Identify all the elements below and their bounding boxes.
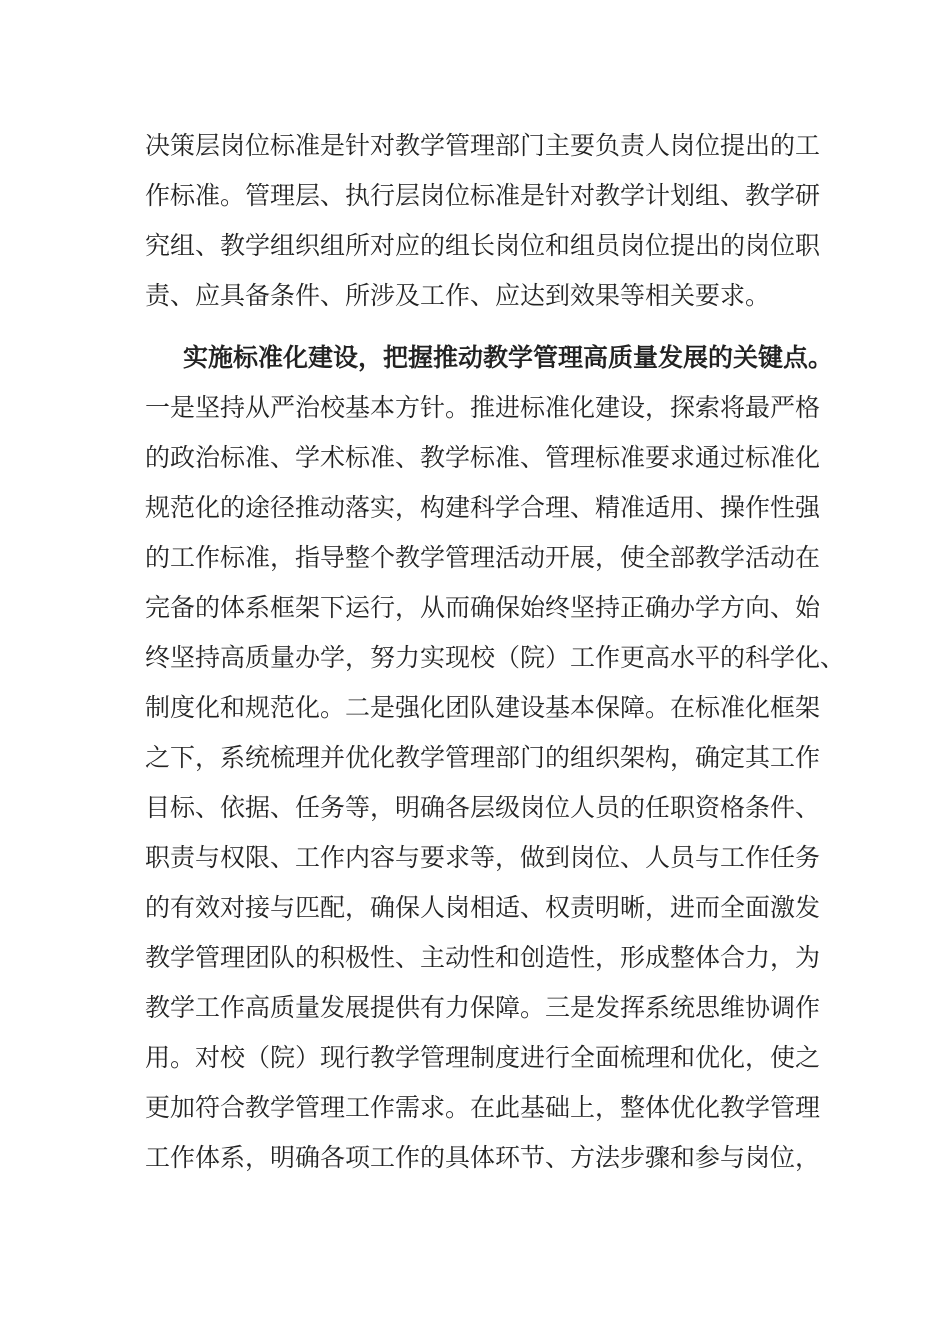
text-line: 工作体系，明确各项工作的具体环节、方法步骤和参与岗位， <box>145 1143 821 1172</box>
text-line: 更加符合教学管理工作需求。在此基础上，整体优化教学管理 <box>145 1093 821 1122</box>
paragraph-heading: 实施标准化建设，把握推动教学管理高质量发展的关键点。 <box>183 343 834 372</box>
text-line: 作标准。管理层、执行层岗位标准是针对教学计划组、教学研 <box>145 181 821 210</box>
text-line: 究组、教学组织组所对应的组长岗位和组员岗位提出的岗位职 <box>145 231 821 260</box>
text-line: 终坚持高质量办学，努力实现校（院）工作更高水平的科学化、 <box>145 643 846 672</box>
text-line: 完备的体系框架下运行，从而确保始终坚持正确办学方向、始 <box>145 593 821 622</box>
text-line: 规范化的途径推动落实，构建科学合理、精准适用、操作性强 <box>145 493 821 522</box>
text-line: 的有效对接与匹配，确保人岗相适、权责明晰，进而全面激发 <box>145 893 821 922</box>
text-line: 之下，系统梳理并优化教学管理部门的组织架构，确定其工作 <box>145 743 821 772</box>
text-line: 教学管理团队的积极性、主动性和创造性，形成整体合力，为 <box>145 943 821 972</box>
text-line: 的政治标准、学术标准、教学标准、管理标准要求通过标准化 <box>145 443 821 472</box>
text-line: 职责与权限、工作内容与要求等，做到岗位、人员与工作任务 <box>145 843 821 872</box>
text-line: 教学工作高质量发展提供有力保障。三是发挥系统思维协调作 <box>145 993 821 1022</box>
text-line: 目标、依据、任务等，明确各层级岗位人员的任职资格条件、 <box>145 793 821 822</box>
text-line: 责、应具备条件、所涉及工作、应达到效果等相关要求。 <box>145 281 771 310</box>
text-line: 制度化和规范化。二是强化团队建设基本保障。在标准化框架 <box>145 693 821 722</box>
text-line: 的工作标准，指导整个教学管理活动开展，使全部教学活动在 <box>145 543 821 572</box>
text-line: 一是坚持从严治校基本方针。推进标准化建设，探索将最严格 <box>145 393 821 422</box>
text-line: 用。对校（院）现行教学管理制度进行全面梳理和优化，使之 <box>145 1043 821 1072</box>
text-line: 决策层岗位标准是针对教学管理部门主要负责人岗位提出的工 <box>145 131 821 160</box>
